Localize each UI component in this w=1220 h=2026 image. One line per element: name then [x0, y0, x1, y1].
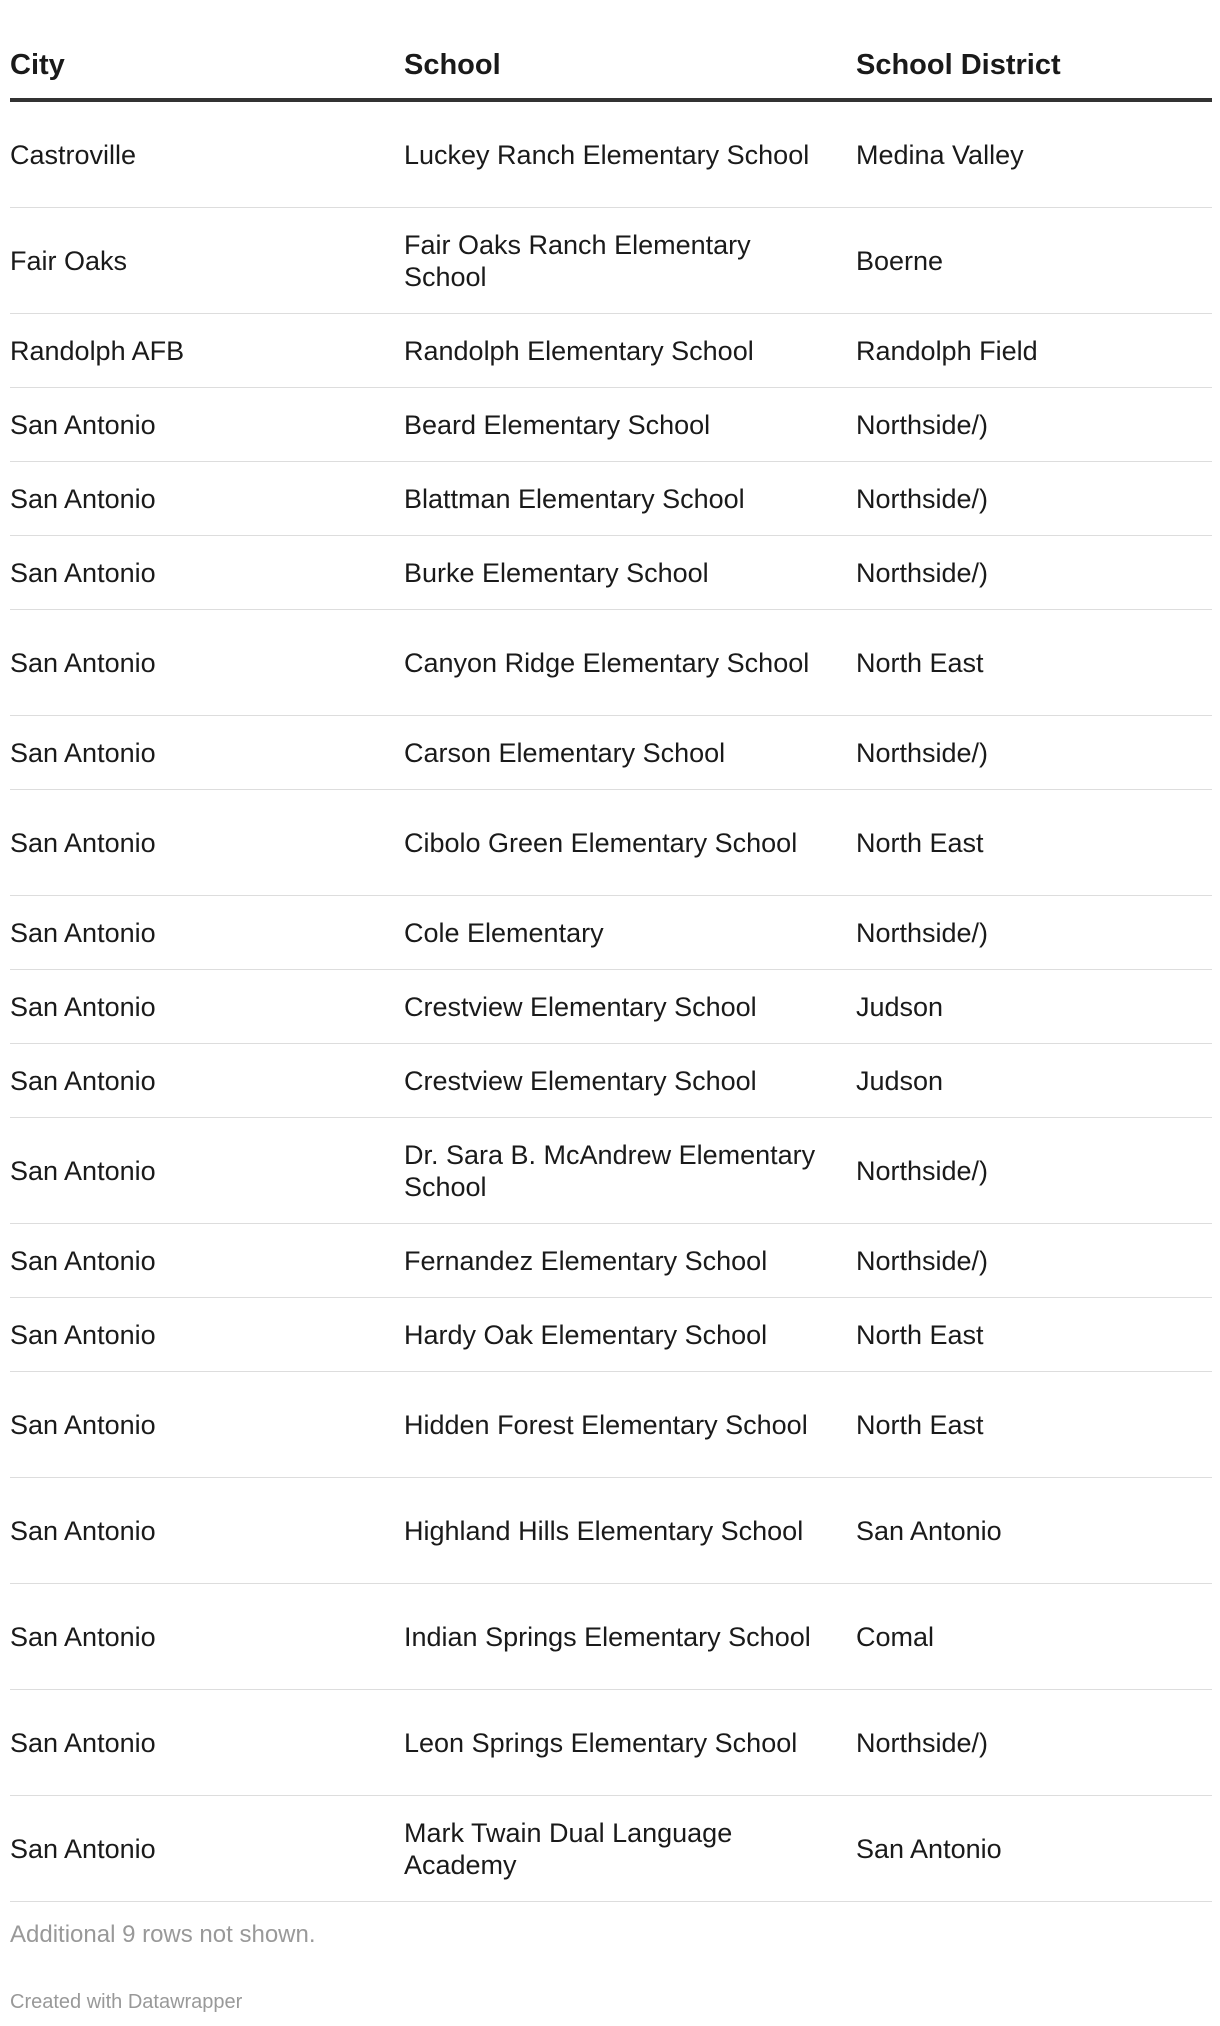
table-row — [10, 790, 1212, 896]
school-cell: Cole Elementary — [404, 896, 856, 970]
district-cell: Northside/) — [856, 716, 1212, 790]
schools-table — [10, 32, 1212, 1902]
table-row — [10, 1298, 1212, 1372]
city-cell: San Antonio — [10, 1478, 404, 1584]
school-cell: Beard Elementary School — [404, 388, 856, 462]
table-row — [10, 462, 1212, 536]
city-cell: San Antonio — [10, 1298, 404, 1372]
city-cell: San Antonio — [10, 790, 404, 896]
district-cell: North East — [856, 790, 1212, 896]
district-cell: Judson — [856, 970, 1212, 1044]
city-cell: San Antonio — [10, 1690, 404, 1796]
table-row — [10, 1224, 1212, 1298]
school-cell: Canyon Ridge Elementary School — [404, 610, 856, 716]
column-header-city[interactable]: City — [10, 32, 404, 100]
datawrapper-credit: Created with Datawrapper — [10, 1991, 243, 2013]
table-row — [10, 716, 1212, 790]
district-cell: Judson — [856, 1044, 1212, 1118]
school-cell: Highland Hills Elementary School — [404, 1478, 856, 1584]
city-cell: San Antonio — [10, 1584, 404, 1690]
table-row — [10, 208, 1212, 314]
table-row — [10, 1478, 1212, 1584]
table-row — [10, 896, 1212, 970]
school-cell: Cibolo Green Elementary School — [404, 790, 856, 896]
city-cell: Castroville — [10, 100, 404, 208]
district-cell: North East — [856, 610, 1212, 716]
city-cell: San Antonio — [10, 896, 404, 970]
school-cell: Mark Twain Dual Language Academy — [404, 1796, 856, 1902]
city-cell: San Antonio — [10, 970, 404, 1044]
table-row — [10, 536, 1212, 610]
district-cell: Medina Valley — [856, 100, 1212, 208]
district-cell: Northside/) — [856, 896, 1212, 970]
district-cell: Northside/) — [856, 388, 1212, 462]
table-row — [10, 970, 1212, 1044]
table-row — [10, 1044, 1212, 1118]
column-header-school[interactable]: School — [404, 32, 856, 100]
city-cell: San Antonio — [10, 1372, 404, 1478]
district-cell: Northside/) — [856, 1690, 1212, 1796]
city-cell: San Antonio — [10, 610, 404, 716]
city-cell: San Antonio — [10, 716, 404, 790]
header-row — [10, 32, 1212, 100]
city-cell: San Antonio — [10, 1796, 404, 1902]
city-cell: San Antonio — [10, 1118, 404, 1224]
school-cell: Dr. Sara B. McAndrew Elementary School — [404, 1118, 856, 1224]
table-row — [10, 314, 1212, 388]
table-row — [10, 1796, 1212, 1902]
rows-not-shown-note: Additional 9 rows not shown. — [10, 1921, 316, 1948]
school-cell: Luckey Ranch Elementary School — [404, 100, 856, 208]
city-cell: San Antonio — [10, 388, 404, 462]
table-row — [10, 1584, 1212, 1690]
district-cell: San Antonio — [856, 1478, 1212, 1584]
district-cell: Northside/) — [856, 1118, 1212, 1224]
school-cell: Fair Oaks Ranch Elementary School — [404, 208, 856, 314]
school-cell: Hardy Oak Elementary School — [404, 1298, 856, 1372]
city-cell: Fair Oaks — [10, 208, 404, 314]
district-cell: Randolph Field — [856, 314, 1212, 388]
city-cell: San Antonio — [10, 1044, 404, 1118]
city-cell: San Antonio — [10, 462, 404, 536]
city-cell: San Antonio — [10, 536, 404, 610]
school-cell: Crestview Elementary School — [404, 1044, 856, 1118]
table-row — [10, 388, 1212, 462]
table-row — [10, 610, 1212, 716]
district-cell: Boerne — [856, 208, 1212, 314]
school-cell: Fernandez Elementary School — [404, 1224, 856, 1298]
table-row — [10, 1690, 1212, 1796]
school-cell: Carson Elementary School — [404, 716, 856, 790]
school-cell: Hidden Forest Elementary School — [404, 1372, 856, 1478]
district-cell: Northside/) — [856, 462, 1212, 536]
school-cell: Indian Springs Elementary School — [404, 1584, 856, 1690]
school-cell: Leon Springs Elementary School — [404, 1690, 856, 1796]
school-cell: Burke Elementary School — [404, 536, 856, 610]
district-cell: Northside/) — [856, 536, 1212, 610]
district-cell: Northside/) — [856, 1224, 1212, 1298]
table-row — [10, 100, 1212, 208]
table-row — [10, 1118, 1212, 1224]
district-cell: North East — [856, 1372, 1212, 1478]
school-cell: Blattman Elementary School — [404, 462, 856, 536]
district-cell: North East — [856, 1298, 1212, 1372]
table-row — [10, 1372, 1212, 1478]
district-cell: San Antonio — [856, 1796, 1212, 1902]
city-cell: San Antonio — [10, 1224, 404, 1298]
district-cell: Comal — [856, 1584, 1212, 1690]
school-cell: Crestview Elementary School — [404, 970, 856, 1044]
school-cell: Randolph Elementary School — [404, 314, 856, 388]
column-header-school-district[interactable]: School District — [856, 32, 1212, 100]
city-cell: Randolph AFB — [10, 314, 404, 388]
